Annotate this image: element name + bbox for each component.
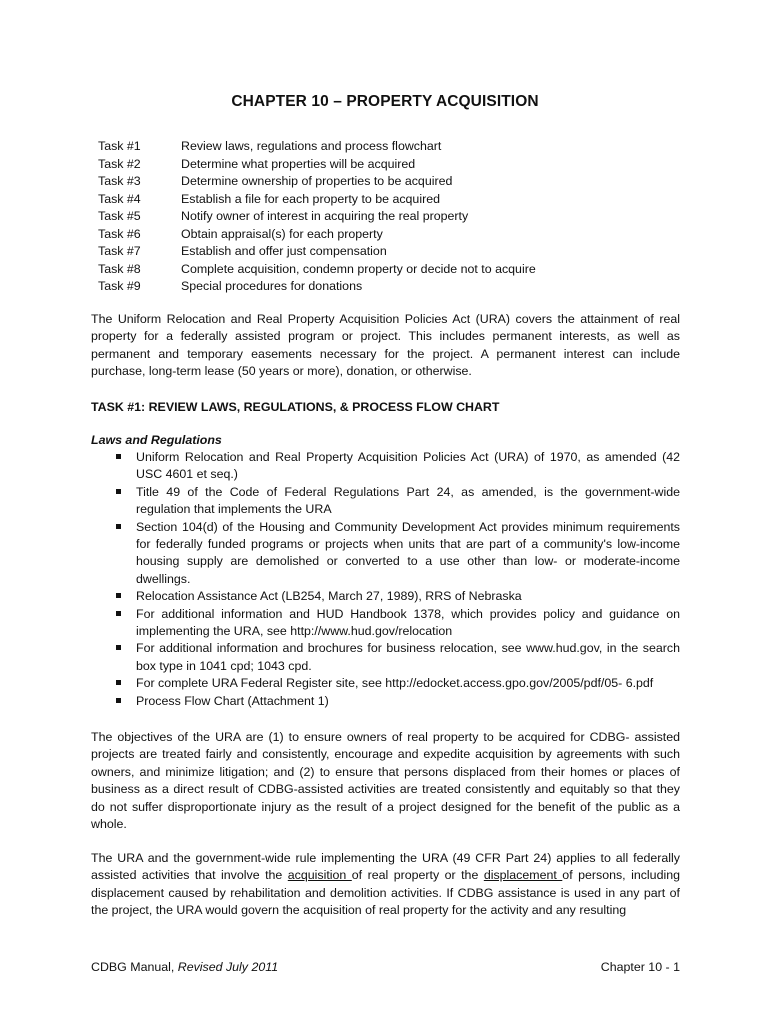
bullet-square-icon: [116, 698, 121, 703]
objectives-paragraph: The objectives of the URA are (1) to ensure owners of real property to be acquired for CDBG- assisted projects are treated fairly and consistently, encourage and expedite acquisition by agreements with such owners, and minimize litigation; and (2) to ensure that persons displaced from their homes or places of business as a direct result of CDBG-assisted activities are treated consistently and equitably so that they do not suffer disproportionate injury as the result of a project designed for the benefit of the public as a whole.: [91, 730, 680, 832]
task-text: Notify owner of interest in acquiring the real property: [181, 209, 469, 223]
list-item-text: Relocation Assistance Act (LB254, March 27, 1989), RRS of Nebraska: [136, 589, 522, 604]
task-number: Task #2: [98, 156, 141, 171]
bullet-square-icon: [116, 454, 121, 459]
list-item-text: Section 104(d) of the Housing and Community Development Act provides minimum requirements for federally funded programs or projects when units that are part of a community's low-income housing supply are demolished or converted to a use other than low- or moderate-income dwellings.: [136, 519, 680, 586]
task-number: Task #4: [98, 191, 141, 206]
list-item-text: Process Flow Chart (Attachment 1): [136, 693, 329, 708]
task-row: [98, 261, 536, 279]
displacement-term: displacement: [483, 868, 563, 883]
task-number: Task #5: [98, 209, 141, 223]
task-row: [98, 173, 536, 191]
task-row: [98, 156, 536, 174]
task-text: Obtain appraisal(s) for each property: [181, 226, 383, 241]
task-number: Task #7: [98, 244, 141, 258]
list-item: [116, 519, 680, 589]
acquisition-term: acquisition: [287, 868, 352, 883]
footer-manual-name: CDBG Manual,: [91, 960, 178, 974]
task-row: [98, 278, 536, 296]
ura-scope-paragraph: [91, 850, 680, 920]
task-number: Task #3: [98, 174, 141, 188]
task-row: [98, 243, 536, 261]
list-item: [116, 606, 680, 641]
task-number: Task #9: [98, 279, 141, 293]
task-row: [98, 226, 536, 244]
list-item: [116, 484, 680, 519]
task-text: Complete acquisition, condemn property or decide not to acquire: [181, 261, 536, 276]
footer-revision: Revised July 2011: [177, 960, 279, 974]
task-number: Task #1: [98, 139, 141, 153]
task1-heading: TASK #1: REVIEW LAWS, REGULATIONS, & PROCESS FLOW CHART: [91, 400, 500, 414]
bullet-square-icon: [116, 645, 121, 650]
footer-page-number: Chapter 10 - 1: [600, 960, 680, 974]
task-number: Task #8: [98, 261, 141, 276]
task-text: Establish and offer just compensation: [181, 244, 387, 258]
bullet-square-icon: [116, 489, 121, 494]
laws-list: [116, 449, 680, 710]
bullet-square-icon: [116, 611, 121, 616]
task-row: [98, 138, 536, 156]
bullet-square-icon: [116, 593, 121, 598]
list-item: [116, 449, 680, 484]
task-text: Review laws, regulations and process flowchart: [181, 139, 442, 153]
list-item-text: For additional information and HUD Handbook 1378, which provides policy and guidance on implementing the URA, see http://www.hud.gov/relocation: [136, 606, 680, 639]
task-number: Task #6: [98, 226, 141, 241]
task-text: Establish a file for each property to be acquired: [181, 191, 440, 206]
ura-scope-text: of persons, including displacement caused by rehabilitation and demolition activities. If CDBG assistance is used in any part of the project, the URA would govern the acquisition of real property for the activity and any resulting: [91, 868, 680, 918]
task-list: [98, 138, 536, 296]
intro-paragraph: The Uniform Relocation and Real Property Acquisition Policies Act (URA) covers the attainment of real property for a federally assisted program or project. This includes permanent interests, as well as permanent and temporary easements necessary for the project. A permanent interest can include purchase, long-term lease (50 years or more), donation, or otherwise.: [91, 312, 680, 379]
list-item-text: Uniform Relocation and Real Property Acquisition Policies Act (URA) of 1970, as amended (42 USC 4601 et seq.): [136, 450, 680, 482]
bullet-square-icon: [116, 680, 121, 685]
ura-scope-text: of real property or the: [351, 868, 484, 883]
task-text: Special procedures for donations: [181, 279, 363, 293]
list-item: [116, 640, 680, 675]
list-item: [116, 675, 680, 692]
list-item-text: For additional information and brochures for business relocation, see www.hud.gov, in the search box type in 1041 cpd; 1043 cpd.: [136, 641, 680, 673]
ura-scope-text: The URA and the government-wide rule implementing the URA (49 CFR Part 24) applies to all federally assisted activities that involve the: [91, 851, 680, 883]
list-item: [116, 693, 680, 710]
task-row: [98, 191, 536, 209]
task-row: [98, 208, 536, 226]
footer-manual: [91, 960, 278, 974]
page-title: CHAPTER 10 – PROPERTY ACQUISITION: [231, 93, 539, 110]
list-item-text: Title 49 of the Code of Federal Regulations Part 24, as amended, is the government-wide regulation that implements the URA: [136, 484, 680, 517]
list-item: [116, 588, 680, 605]
laws-heading: Laws and Regulations: [91, 433, 222, 447]
list-item-text: For complete URA Federal Register site, see http://edocket.access.gpo.gov/2005/pdf/05- 6.pdf: [136, 676, 654, 691]
task-text: Determine what properties will be acquired: [181, 156, 416, 171]
bullet-square-icon: [116, 524, 121, 529]
task-text: Determine ownership of properties to be acquired: [181, 174, 453, 188]
